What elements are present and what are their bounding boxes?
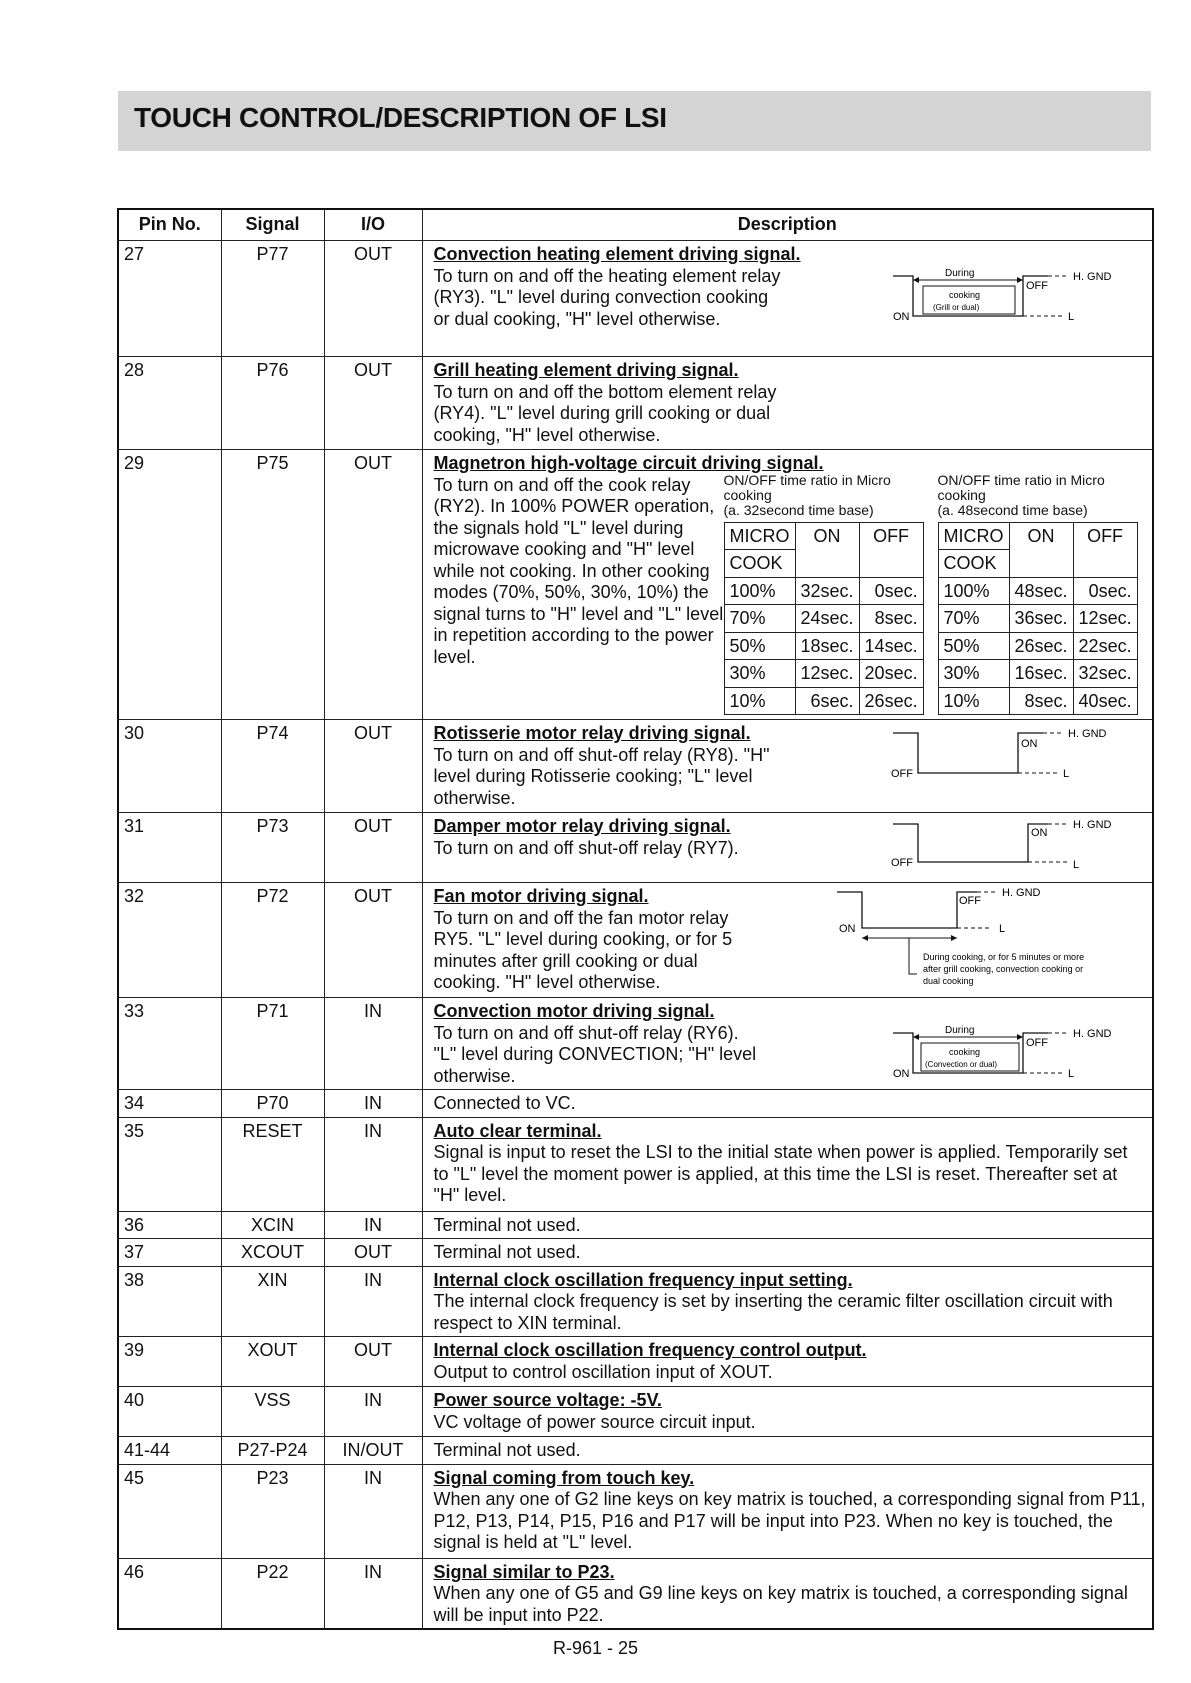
description-cell: [422, 720, 1153, 813]
timing-diagram: [817, 886, 1147, 994]
io-cell: OUT: [324, 357, 422, 450]
arrow-head-right: [1017, 1034, 1023, 1040]
on-time: 36sec.: [1009, 605, 1073, 633]
label-h-gnd: H. GND: [1073, 1027, 1112, 1040]
description-cell: [422, 450, 1153, 720]
description-text: To turn on and off the bottom element relay (RY4). "L" level during grill cooking or dual cooking, "H" level otherwise.: [433, 381, 777, 445]
signal-cell: RESET: [221, 1117, 324, 1211]
pin-cell: 29: [118, 450, 221, 720]
description-text: Terminal not used.: [433, 1440, 581, 1460]
power-level: 10%: [938, 687, 1009, 715]
description-text: Terminal not used.: [433, 1242, 581, 1262]
header-description: Description: [422, 209, 1153, 241]
off-time: 40sec.: [1073, 687, 1137, 715]
label-h-gnd: H. GND: [1068, 728, 1107, 740]
table-row: [938, 687, 1137, 715]
description-text: To turn on and off the cook relay (RY2). In 100% POWER operation, the signals hold "L" level during microwave cooking and "H" level while not cooking. In other cooking modes (70%, 50%, 30%, 10%) the signal turns to "H" level and "L" level in repetition according to the power level.: [433, 474, 724, 667]
off-time: 8sec.: [859, 605, 923, 633]
io-cell: OUT: [324, 883, 422, 998]
description-title: Convection motor driving signal.: [433, 1001, 715, 1021]
pin-cell: 37: [118, 1239, 221, 1267]
col-micro: MICRO: [938, 522, 1009, 550]
arrow-head-right: [951, 935, 957, 941]
description-cell: [422, 1437, 1153, 1465]
description-cell: [422, 998, 1153, 1090]
label-l: L: [1068, 1067, 1075, 1080]
description-text: Terminal not used.: [433, 1214, 581, 1235]
io-cell: OUT: [324, 1337, 422, 1387]
off-time: 32sec.: [1073, 660, 1137, 688]
label-box1: cooking: [949, 1046, 981, 1057]
io-cell: IN: [324, 1266, 422, 1337]
description-text: VC voltage of power source circuit input.: [433, 1411, 756, 1432]
label-l: L: [1063, 768, 1070, 780]
description-title: Signal similar to P23.: [433, 1561, 615, 1582]
signal-waveform: [893, 824, 1048, 862]
description-cell: [422, 1117, 1153, 1211]
ratio-heading-line3: (a. 32second time base): [723, 501, 874, 518]
label-on: ON: [893, 310, 910, 323]
description-cell: [422, 1558, 1153, 1629]
table-row: [118, 1266, 1153, 1337]
timing-diagram: [883, 723, 1123, 783]
pin-cell: 46: [118, 1558, 221, 1629]
ratio-table-48sec: [938, 473, 1138, 716]
description-text: To turn on and off the heating element relay (RY3). "L" level during convection cooking or dual cooking, "H" level otherwise.: [433, 265, 781, 329]
label-off: OFF: [891, 857, 913, 869]
off-time: 12sec.: [1073, 605, 1137, 633]
note-line1: During cooking, or for 5 minutes or more: [923, 952, 1085, 962]
description-title: Damper motor relay driving signal.: [433, 816, 731, 836]
description-text: Output to control oscillation input of XOUT.: [433, 1361, 773, 1382]
off-time: 26sec.: [859, 687, 923, 715]
description-text: To turn on and off shut-off relay (RY7).: [433, 837, 739, 858]
page-footer: R-961 - 25: [552, 1638, 639, 1658]
label-off: OFF: [891, 768, 913, 780]
on-time: 48sec.: [1009, 577, 1073, 605]
label-off: OFF: [1026, 279, 1048, 292]
note-line2: after grill cooking, convection cooking or: [923, 964, 1084, 974]
power-level: 30%: [938, 660, 1009, 688]
power-level: 50%: [724, 632, 795, 660]
header-pin: Pin No.: [118, 209, 221, 241]
table-header-row: [118, 209, 1153, 241]
label-off: OFF: [959, 895, 981, 907]
label-on: ON: [1021, 738, 1038, 750]
page-title: TOUCH CONTROL/DESCRIPTION OF LSI: [134, 102, 667, 133]
description-cell: [422, 883, 1153, 998]
on-time: 8sec.: [1009, 687, 1073, 715]
callout-bracket: [909, 954, 917, 974]
col-cook: COOK: [938, 550, 1009, 578]
description-title: Internal clock oscillation frequency input setting.: [433, 1269, 853, 1290]
description-text: Connected to VC.: [433, 1093, 576, 1113]
power-level: 30%: [724, 660, 795, 688]
label-during: During: [945, 1024, 975, 1036]
table-row: [118, 1437, 1153, 1465]
table-row: [118, 357, 1153, 450]
table-row: [938, 577, 1137, 605]
table-row: [118, 1211, 1153, 1239]
io-cell: IN/OUT: [324, 1437, 422, 1465]
table-row: [118, 998, 1153, 1090]
io-cell: OUT: [324, 1239, 422, 1267]
description-title: Convection heating element driving signal.: [433, 244, 801, 264]
table-row: [724, 660, 923, 688]
description-text: To turn on and off shut-off relay (RY6). "L" level during CONVECTION; "H" level otherwise.: [433, 1022, 757, 1086]
table-row: [118, 1558, 1153, 1629]
pin-cell: 34: [118, 1090, 221, 1118]
label-h-gnd: H. GND: [1073, 819, 1112, 831]
signal-cell: XIN: [221, 1266, 324, 1337]
label-box2: (Grill or dual): [933, 302, 980, 312]
col-off: OFF: [859, 522, 923, 577]
io-cell: IN: [324, 1211, 422, 1239]
on-time: 16sec.: [1009, 660, 1073, 688]
label-on: ON: [839, 923, 856, 935]
col-off: OFF: [1073, 522, 1137, 577]
signal-cell: P73: [221, 813, 324, 883]
off-time: 0sec.: [859, 577, 923, 605]
description-title: Signal coming from touch key.: [433, 1467, 695, 1488]
ratio-heading: [938, 473, 1138, 518]
off-time: 20sec.: [859, 660, 923, 688]
pin-cell: 27: [118, 241, 221, 357]
label-h-gnd: H. GND: [1002, 887, 1041, 899]
label-during: During: [945, 267, 975, 279]
header-signal: Signal: [221, 209, 324, 241]
label-l: L: [1073, 859, 1080, 871]
on-time: 12sec.: [795, 660, 859, 688]
power-level: 100%: [938, 577, 1009, 605]
ratio-heading: [724, 473, 924, 518]
lsi-pin-table: [117, 208, 1154, 1630]
signal-cell: P22: [221, 1558, 324, 1629]
table-row: [938, 632, 1137, 660]
on-time: 26sec.: [1009, 632, 1073, 660]
signal-cell: P77: [221, 241, 324, 357]
description-cell: [422, 1266, 1153, 1337]
table-row: [938, 605, 1137, 633]
io-cell: IN: [324, 1558, 422, 1629]
signal-cell: P76: [221, 357, 324, 450]
description-title: Fan motor driving signal.: [433, 886, 649, 906]
ratio-heading-line1: ON/OFF time ratio in Micro: [723, 471, 891, 488]
pin-cell: 39: [118, 1337, 221, 1387]
table-row: [724, 632, 923, 660]
signal-waveform: [837, 892, 977, 928]
label-box2: (Convection or dual): [925, 1059, 998, 1069]
pin-cell: 40: [118, 1387, 221, 1437]
description-title: Grill heating element driving signal.: [433, 360, 739, 380]
description-text: When any one of G5 and G9 line keys on key matrix is touched, a corresponding signal will be input into P22.: [433, 1583, 1128, 1625]
pin-cell: 38: [118, 1266, 221, 1337]
description-title: Rotisserie motor relay driving signal.: [433, 723, 751, 743]
pin-cell: 45: [118, 1464, 221, 1558]
pin-cell: 36: [118, 1211, 221, 1239]
off-time: 0sec.: [1073, 577, 1137, 605]
io-cell: OUT: [324, 813, 422, 883]
signal-cell: P71: [221, 998, 324, 1090]
pin-cell: 28: [118, 357, 221, 450]
description-cell: [422, 1239, 1153, 1267]
description-title: Internal clock oscillation frequency control output.: [433, 1340, 867, 1360]
description-cell: [422, 1211, 1153, 1239]
label-h-gnd: H. GND: [1073, 270, 1112, 283]
col-cook: COOK: [724, 550, 795, 578]
col-on: ON: [1009, 522, 1073, 577]
ratio-table: [724, 522, 924, 716]
description-title: Power source voltage: -5V.: [433, 1390, 662, 1410]
label-l: L: [1068, 310, 1075, 323]
description-title: Magnetron high-voltage circuit driving signal.: [433, 453, 824, 473]
on-time: 24sec.: [795, 605, 859, 633]
description-cell: [422, 1387, 1153, 1437]
arrow-head-left: [862, 935, 868, 941]
signal-cell: XCIN: [221, 1211, 324, 1239]
description-cell: [422, 813, 1153, 883]
ratio-heading-line3: (a. 48second time base): [937, 501, 1088, 518]
timing-diagram: [883, 266, 1123, 330]
label-on: ON: [1031, 827, 1048, 839]
io-cell: IN: [324, 1090, 422, 1118]
io-cell: IN: [324, 1117, 422, 1211]
pin-cell: 41-44: [118, 1437, 221, 1465]
label-off: OFF: [1026, 1036, 1048, 1049]
description-text: To turn on and off the fan motor relay RY5. "L" level during cooking, or for 5 minutes after grill cooking or dual cooking. "H" level otherwise.: [433, 907, 733, 992]
io-cell: OUT: [324, 241, 422, 357]
description-cell: [422, 357, 1153, 450]
arrow-head-left: [913, 277, 919, 283]
timing-diagram: [883, 1023, 1123, 1087]
io-cell: IN: [324, 1464, 422, 1558]
power-level: 70%: [938, 605, 1009, 633]
table-row: [118, 241, 1153, 357]
ratio-heading-line1: ON/OFF time ratio in Micro: [937, 471, 1105, 488]
ratio-heading-line2: cooking: [723, 486, 772, 503]
ratio-heading-line2: cooking: [937, 486, 986, 503]
off-time: 14sec.: [859, 632, 923, 660]
table-row: [118, 450, 1153, 720]
table-row: [118, 720, 1153, 813]
arrow-head-right: [1017, 277, 1023, 283]
description-cell: [422, 241, 1153, 357]
title-banner: [118, 91, 1151, 151]
table-row: [118, 1117, 1153, 1211]
power-level: 70%: [724, 605, 795, 633]
pin-cell: 31: [118, 813, 221, 883]
table-row: [118, 1387, 1153, 1437]
table-row: [118, 1464, 1153, 1558]
header-io: I/O: [324, 209, 422, 241]
signal-cell: VSS: [221, 1387, 324, 1437]
on-time: 6sec.: [795, 687, 859, 715]
col-micro: MICRO: [724, 522, 795, 550]
label-l: L: [999, 923, 1006, 935]
pin-cell: 35: [118, 1117, 221, 1211]
on-time: 18sec.: [795, 632, 859, 660]
ratio-table: [938, 522, 1138, 716]
ratio-table-32sec: [724, 473, 924, 716]
description-cell: [422, 1464, 1153, 1558]
signal-cell: XCOUT: [221, 1239, 324, 1267]
table-row: [118, 813, 1153, 883]
signal-cell: XOUT: [221, 1337, 324, 1387]
table-row: [118, 1337, 1153, 1387]
description-text: Signal is input to reset the LSI to the initial state when power is applied. Temporarily set to "L" level the moment power is applied, at this time the LSI is reset. Thereafter set at "H" level.: [433, 1142, 1128, 1205]
description-text: When any one of G2 line keys on key matrix is touched, a corresponding signal from P11, P12, P13, P14, P15, P16 and P17 will be input into P23. When no key is touched, the signal is held at "L" level.: [433, 1489, 1146, 1552]
label-box1: cooking: [949, 289, 981, 300]
pin-cell: 30: [118, 720, 221, 813]
note-line3: dual cooking: [923, 976, 974, 986]
description-title: Auto clear terminal.: [433, 1120, 602, 1141]
table-row: [118, 883, 1153, 998]
power-ratio-tables: [724, 473, 1138, 716]
signal-cell: P74: [221, 720, 324, 813]
io-cell: OUT: [324, 720, 422, 813]
power-level: 50%: [938, 632, 1009, 660]
power-level: 100%: [724, 577, 795, 605]
table-row: [118, 1239, 1153, 1267]
signal-cell: P75: [221, 450, 324, 720]
col-on: ON: [795, 522, 859, 577]
table-row: [724, 577, 923, 605]
pin-cell: 32: [118, 883, 221, 998]
label-on: ON: [893, 1067, 910, 1080]
on-time: 32sec.: [795, 577, 859, 605]
description-text: The internal clock frequency is set by inserting the ceramic filter oscillation circuit with respect to XIN terminal.: [433, 1291, 1113, 1333]
signal-cell: P72: [221, 883, 324, 998]
off-time: 22sec.: [1073, 632, 1137, 660]
table-row: [724, 605, 923, 633]
signal-cell: P70: [221, 1090, 324, 1118]
signal-cell: P27-P24: [221, 1437, 324, 1465]
pin-cell: 33: [118, 998, 221, 1090]
signal-cell: P23: [221, 1464, 324, 1558]
description-cell: [422, 1337, 1153, 1387]
power-level: 10%: [724, 687, 795, 715]
arrow-head-left: [913, 1034, 919, 1040]
io-cell: IN: [324, 1387, 422, 1437]
io-cell: IN: [324, 998, 422, 1090]
io-cell: OUT: [324, 450, 422, 720]
description-cell: [422, 1090, 1153, 1118]
table-row: [938, 660, 1137, 688]
description-text: To turn on and off shut-off relay (RY8). "H" level during Rotisserie cooking; "L" level otherwise.: [433, 744, 770, 808]
table-row: [724, 687, 923, 715]
table-row: [118, 1090, 1153, 1118]
timing-diagram: [883, 816, 1123, 872]
